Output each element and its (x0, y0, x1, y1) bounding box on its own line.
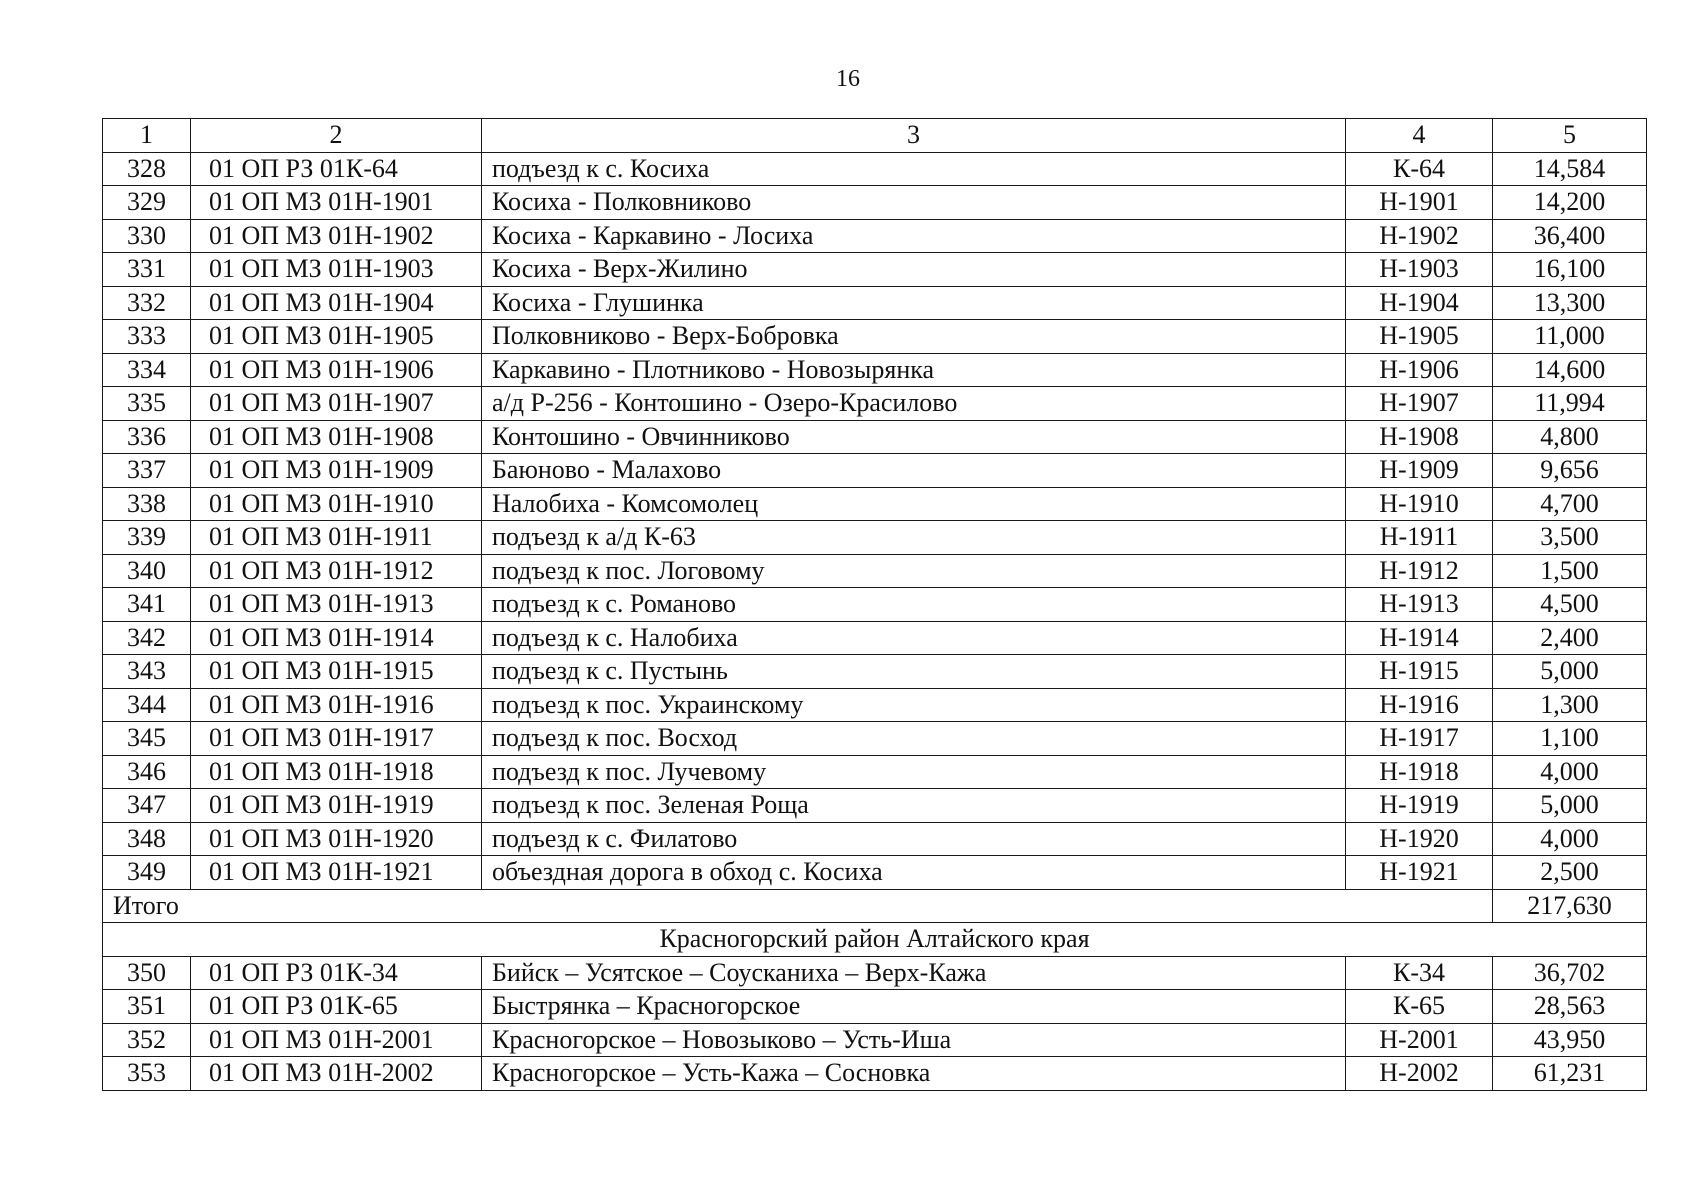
table-row (103, 1057, 1647, 1091)
section-row (103, 923, 1647, 957)
road-code-cell: Н-1914 (1346, 621, 1493, 655)
road-name-cell: подъезд к с. Налобиха (482, 621, 1346, 655)
road-id-cell: 01 ОП МЗ 01Н-1912 (191, 554, 482, 588)
road-id-cell: 01 ОП МЗ 01Н-1911 (191, 521, 482, 555)
table-row (103, 990, 1647, 1024)
page-number: 16 (836, 66, 860, 92)
road-length-cell: 11,994 (1493, 387, 1647, 421)
road-id-cell: 01 ОП РЗ 01К-64 (191, 152, 482, 186)
road-code-cell: Н-1910 (1346, 487, 1493, 521)
row-number-cell: 345 (103, 722, 191, 756)
road-id-cell: 01 ОП МЗ 01Н-1915 (191, 655, 482, 689)
road-name-cell: объездная дорога в обход с. Косиха (482, 856, 1346, 890)
road-id-cell: 01 ОП МЗ 01Н-2002 (191, 1057, 482, 1091)
road-name-cell: Налобиха - Комсомолец (482, 487, 1346, 521)
road-length-cell: 4,700 (1493, 487, 1647, 521)
road-length-cell: 61,231 (1493, 1057, 1647, 1091)
row-number-cell: 333 (103, 320, 191, 354)
road-id-cell: 01 ОП МЗ 01Н-1908 (191, 420, 482, 454)
table-row (103, 353, 1647, 387)
table-row (103, 320, 1647, 354)
table-row (103, 152, 1647, 186)
road-length-cell: 9,656 (1493, 454, 1647, 488)
road-id-cell: 01 ОП МЗ 01Н-1918 (191, 755, 482, 789)
road-name-cell: подъезд к с. Косиха (482, 152, 1346, 186)
road-name-cell: Баюново - Малахово (482, 454, 1346, 488)
row-number-cell: 331 (103, 253, 191, 287)
row-number-cell: 350 (103, 956, 191, 990)
road-length-cell: 1,100 (1493, 722, 1647, 756)
road-id-cell: 01 ОП МЗ 01Н-1901 (191, 186, 482, 220)
table-row (103, 521, 1647, 555)
road-name-cell: подъезд к пос. Зеленая Роща (482, 789, 1346, 823)
row-number-cell: 328 (103, 152, 191, 186)
road-name-cell: подъезд к с. Пустынь (482, 655, 1346, 689)
road-code-cell: Н-1903 (1346, 253, 1493, 287)
row-number-cell: 336 (103, 420, 191, 454)
table-row (103, 789, 1647, 823)
road-length-cell: 4,800 (1493, 420, 1647, 454)
road-id-cell: 01 ОП МЗ 01Н-1920 (191, 822, 482, 856)
road-id-cell: 01 ОП МЗ 01Н-1904 (191, 286, 482, 320)
road-code-cell: Н-1919 (1346, 789, 1493, 823)
road-length-cell: 11,000 (1493, 320, 1647, 354)
road-code-cell: Н-1913 (1346, 588, 1493, 622)
table-row (103, 487, 1647, 521)
rows-group-b (103, 956, 1647, 1090)
road-id-cell: 01 ОП МЗ 01Н-1909 (191, 454, 482, 488)
table-row (103, 755, 1647, 789)
road-length-cell: 4,000 (1493, 822, 1647, 856)
row-number-cell: 346 (103, 755, 191, 789)
table-row (103, 655, 1647, 689)
road-length-cell: 14,600 (1493, 353, 1647, 387)
row-number-cell: 353 (103, 1057, 191, 1091)
road-code-cell: Н-1911 (1346, 521, 1493, 555)
road-name-cell: подъезд к с. Романово (482, 588, 1346, 622)
road-length-cell: 3,500 (1493, 521, 1647, 555)
road-code-cell: Н-1907 (1346, 387, 1493, 421)
road-id-cell: 01 ОП МЗ 01Н-1916 (191, 688, 482, 722)
road-length-cell: 16,100 (1493, 253, 1647, 287)
total-value: 217,630 (1493, 889, 1647, 923)
road-length-cell: 4,000 (1493, 755, 1647, 789)
road-code-cell: Н-1917 (1346, 722, 1493, 756)
header-col-5: 5 (1493, 119, 1647, 153)
header-col-3: 3 (482, 119, 1346, 153)
road-code-cell: Н-1912 (1346, 554, 1493, 588)
road-code-cell: Н-1901 (1346, 186, 1493, 220)
road-length-cell: 36,400 (1493, 219, 1647, 253)
row-number-cell: 337 (103, 454, 191, 488)
road-name-cell: а/д Р-256 - Контошино - Озеро-Красилово (482, 387, 1346, 421)
road-id-cell: 01 ОП МЗ 01Н-1914 (191, 621, 482, 655)
table-row (103, 219, 1647, 253)
road-name-cell: Красногорское – Усть-Кажа – Сосновка (482, 1057, 1346, 1091)
road-code-cell: Н-1906 (1346, 353, 1493, 387)
row-number-cell: 347 (103, 789, 191, 823)
row-number-cell: 341 (103, 588, 191, 622)
table-row (103, 722, 1647, 756)
road-code-cell: К-34 (1346, 956, 1493, 990)
table-row (103, 688, 1647, 722)
road-length-cell: 2,400 (1493, 621, 1647, 655)
road-name-cell: подъезд к пос. Логовому (482, 554, 1346, 588)
road-code-cell: Н-1920 (1346, 822, 1493, 856)
table-row (103, 554, 1647, 588)
row-number-cell: 330 (103, 219, 191, 253)
row-number-cell: 343 (103, 655, 191, 689)
row-number-cell: 344 (103, 688, 191, 722)
road-code-cell: Н-1905 (1346, 320, 1493, 354)
road-code-cell: К-64 (1346, 152, 1493, 186)
road-length-cell: 4,500 (1493, 588, 1647, 622)
road-id-cell: 01 ОП МЗ 01Н-2001 (191, 1023, 482, 1057)
table-row (103, 621, 1647, 655)
road-code-cell: Н-1915 (1346, 655, 1493, 689)
table-row (103, 253, 1647, 287)
table-row (103, 856, 1647, 890)
road-code-cell: Н-1909 (1346, 454, 1493, 488)
road-length-cell: 43,950 (1493, 1023, 1647, 1057)
row-number-cell: 340 (103, 554, 191, 588)
table-row (103, 588, 1647, 622)
row-number-cell: 342 (103, 621, 191, 655)
table-row (103, 956, 1647, 990)
row-number-cell: 335 (103, 387, 191, 421)
road-id-cell: 01 ОП МЗ 01Н-1907 (191, 387, 482, 421)
road-code-cell: Н-1921 (1346, 856, 1493, 890)
road-name-cell: Контошино - Овчинниково (482, 420, 1346, 454)
table-row (103, 1023, 1647, 1057)
road-name-cell: Полковниково - Верх-Бобровка (482, 320, 1346, 354)
total-label: Итого (103, 889, 1493, 923)
road-code-cell: Н-1904 (1346, 286, 1493, 320)
road-id-cell: 01 ОП МЗ 01Н-1910 (191, 487, 482, 521)
row-number-cell: 349 (103, 856, 191, 890)
road-name-cell: Бийск – Усятское – Соусканиха – Верх-Кажа (482, 956, 1346, 990)
road-id-cell: 01 ОП РЗ 01К-65 (191, 990, 482, 1024)
road-id-cell: 01 ОП РЗ 01К-34 (191, 956, 482, 990)
row-number-cell: 338 (103, 487, 191, 521)
road-code-cell: Н-1902 (1346, 219, 1493, 253)
road-length-cell: 36,702 (1493, 956, 1647, 990)
road-id-cell: 01 ОП МЗ 01Н-1902 (191, 219, 482, 253)
road-length-cell: 28,563 (1493, 990, 1647, 1024)
row-number-cell: 334 (103, 353, 191, 387)
road-name-cell: Косиха - Каркавино - Лосиха (482, 219, 1346, 253)
row-number-cell: 351 (103, 990, 191, 1024)
table-row (103, 454, 1647, 488)
road-id-cell: 01 ОП МЗ 01Н-1913 (191, 588, 482, 622)
header-col-2: 2 (191, 119, 482, 153)
road-name-cell: подъезд к с. Филатово (482, 822, 1346, 856)
road-length-cell: 1,300 (1493, 688, 1647, 722)
total-row (103, 889, 1647, 923)
road-id-cell: 01 ОП МЗ 01Н-1921 (191, 856, 482, 890)
roads-table (102, 118, 1647, 1091)
road-code-cell: Н-1908 (1346, 420, 1493, 454)
road-name-cell: подъезд к а/д К-63 (482, 521, 1346, 555)
road-code-cell: Н-2001 (1346, 1023, 1493, 1057)
road-length-cell: 14,584 (1493, 152, 1647, 186)
road-name-cell: подъезд к пос. Украинскому (482, 688, 1346, 722)
road-code-cell: Н-2002 (1346, 1057, 1493, 1091)
section-title: Красногорский район Алтайского края (103, 923, 1647, 957)
road-id-cell: 01 ОП МЗ 01Н-1919 (191, 789, 482, 823)
road-code-cell: Н-1918 (1346, 755, 1493, 789)
table-row (103, 286, 1647, 320)
road-id-cell: 01 ОП МЗ 01Н-1905 (191, 320, 482, 354)
road-name-cell: подъезд к пос. Лучевому (482, 755, 1346, 789)
road-id-cell: 01 ОП МЗ 01Н-1906 (191, 353, 482, 387)
table-row (103, 420, 1647, 454)
road-id-cell: 01 ОП МЗ 01Н-1903 (191, 253, 482, 287)
total-group (103, 889, 1647, 956)
row-number-cell: 329 (103, 186, 191, 220)
road-length-cell: 5,000 (1493, 789, 1647, 823)
header-col-4: 4 (1346, 119, 1493, 153)
row-number-cell: 352 (103, 1023, 191, 1057)
row-number-cell: 348 (103, 822, 191, 856)
table-row (103, 186, 1647, 220)
road-name-cell: Косиха - Глушинка (482, 286, 1346, 320)
row-number-cell: 339 (103, 521, 191, 555)
road-length-cell: 13,300 (1493, 286, 1647, 320)
table-row (103, 822, 1647, 856)
road-name-cell: Косиха - Полковниково (482, 186, 1346, 220)
rows-group-a (103, 152, 1647, 889)
road-length-cell: 1,500 (1493, 554, 1647, 588)
table-row (103, 387, 1647, 421)
header-row (103, 119, 1647, 153)
road-id-cell: 01 ОП МЗ 01Н-1917 (191, 722, 482, 756)
road-length-cell: 5,000 (1493, 655, 1647, 689)
road-name-cell: Каркавино - Плотниково - Новозырянка (482, 353, 1346, 387)
road-length-cell: 2,500 (1493, 856, 1647, 890)
row-number-cell: 332 (103, 286, 191, 320)
road-code-cell: Н-1916 (1346, 688, 1493, 722)
road-length-cell: 14,200 (1493, 186, 1647, 220)
road-name-cell: Быстрянка – Красногорское (482, 990, 1346, 1024)
road-code-cell: К-65 (1346, 990, 1493, 1024)
road-name-cell: подъезд к пос. Восход (482, 722, 1346, 756)
header-col-1: 1 (103, 119, 191, 153)
road-name-cell: Красногорское – Новозыково – Усть-Иша (482, 1023, 1346, 1057)
road-name-cell: Косиха - Верх-Жилино (482, 253, 1346, 287)
